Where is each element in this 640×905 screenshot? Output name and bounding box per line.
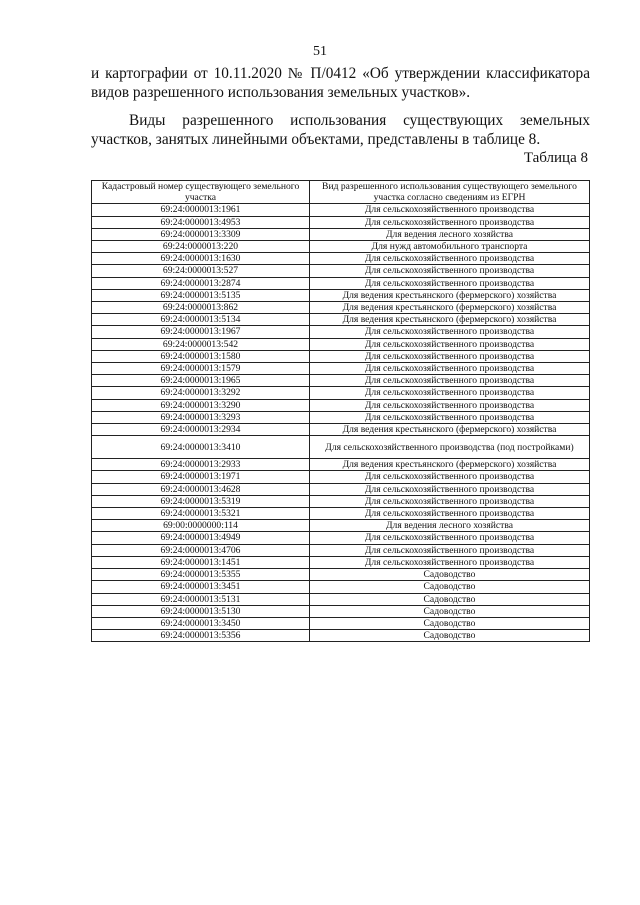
- cadastral-number-cell: 69:24:0000013:4949: [92, 532, 310, 544]
- table-row: [92, 289, 590, 301]
- permitted-use-cell: Для ведения крестьянского (фермерского) хозяйства: [310, 314, 590, 326]
- table-row: [92, 605, 590, 617]
- table-row: [92, 593, 590, 605]
- table-row: [92, 338, 590, 350]
- table-row: [92, 411, 590, 423]
- permitted-use-cell: Для ведения лесного хозяйства: [310, 228, 590, 240]
- cadastral-number-cell: 69:24:0000013:3293: [92, 411, 310, 423]
- permitted-use-cell: Для сельскохозяйственного производства: [310, 411, 590, 423]
- cadastral-number-cell: 69:24:0000013:220: [92, 241, 310, 253]
- cadastral-number-cell: 69:24:0000013:5134: [92, 314, 310, 326]
- permitted-use-cell: Для сельскохозяйственного производства: [310, 399, 590, 411]
- cadastral-number-cell: 69:24:0000013:5131: [92, 593, 310, 605]
- cadastral-number-cell: 69:24:0000013:1965: [92, 375, 310, 387]
- cadastral-number-cell: 69:24:0000013:542: [92, 338, 310, 350]
- table-row: [92, 459, 590, 471]
- cadastral-number-cell: 69:24:0000013:1579: [92, 363, 310, 375]
- permitted-use-cell: Для ведения крестьянского (фермерского) хозяйства: [310, 459, 590, 471]
- permitted-use-cell: Для ведения крестьянского (фермерского) хозяйства: [310, 302, 590, 314]
- permitted-use-cell: Для сельскохозяйственного производства: [310, 483, 590, 495]
- table-row: [92, 483, 590, 495]
- table-row: [92, 520, 590, 532]
- cadastral-number-cell: 69:24:0000013:3309: [92, 228, 310, 240]
- cadastral-number-cell: 69:24:0000013:5319: [92, 495, 310, 507]
- table-caption: Таблица 8: [523, 150, 588, 166]
- cadastral-number-cell: 69:24:0000013:1971: [92, 471, 310, 483]
- table-row: [92, 253, 590, 265]
- cadastral-number-cell: 69:24:0000013:1451: [92, 556, 310, 568]
- table-row: [92, 556, 590, 568]
- permitted-use-cell: Садоводство: [310, 569, 590, 581]
- permitted-use-cell: Для сельскохозяйственного производства: [310, 556, 590, 568]
- table-row: [92, 375, 590, 387]
- permitted-use-cell: Садоводство: [310, 617, 590, 629]
- table-row: [92, 630, 590, 642]
- permitted-use-cell: Для сельскохозяйственного производства: [310, 508, 590, 520]
- table-row: [92, 387, 590, 399]
- table-row: [92, 508, 590, 520]
- table-row: [92, 326, 590, 338]
- header-permitted-use: Вид разрешенного использования существующего земельного участка согласно сведениям из ЕГРН: [310, 181, 590, 204]
- cadastral-number-cell: 69:24:0000013:5135: [92, 289, 310, 301]
- permitted-use-cell: Для ведения лесного хозяйства: [310, 520, 590, 532]
- permitted-use-cell: Для сельскохозяйственного производства: [310, 495, 590, 507]
- table-row: [92, 265, 590, 277]
- permitted-use-cell: Для сельскохозяйственного производства: [310, 544, 590, 556]
- permitted-use-cell: Садоводство: [310, 630, 590, 642]
- permitted-use-cell: Для сельскохозяйственного производства: [310, 375, 590, 387]
- table-row: [92, 216, 590, 228]
- permitted-use-cell: Для сельскохозяйственного производства: [310, 387, 590, 399]
- permitted-use-cell: Для сельскохозяйственного производства: [310, 265, 590, 277]
- permitted-use-cell: Для сельскохозяйственного производства: [310, 253, 590, 265]
- cadastral-number-cell: 69:24:0000013:4706: [92, 544, 310, 556]
- permitted-use-cell: Для ведения крестьянского (фермерского) хозяйства: [310, 289, 590, 301]
- table-row: [92, 471, 590, 483]
- table-row: [92, 350, 590, 362]
- table-row: [92, 495, 590, 507]
- cadastral-number-cell: 69:24:0000013:1580: [92, 350, 310, 362]
- table-row: [92, 581, 590, 593]
- permitted-use-cell: Садоводство: [310, 605, 590, 617]
- table-row: [92, 363, 590, 375]
- permitted-use-cell: Для сельскохозяйственного производства: [310, 204, 590, 216]
- cadastral-number-cell: 69:24:0000013:3450: [92, 617, 310, 629]
- cadastral-number-cell: 69:24:0000013:5356: [92, 630, 310, 642]
- permitted-use-cell: Для ведения крестьянского (фермерского) хозяйства: [310, 424, 590, 436]
- cadastral-number-cell: 69:24:0000013:5355: [92, 569, 310, 581]
- cadastral-number-cell: 69:24:0000013:1630: [92, 253, 310, 265]
- cadastral-number-cell: 69:24:0000013:527: [92, 265, 310, 277]
- permitted-use-cell: Садоводство: [310, 593, 590, 605]
- permitted-use-cell: Для сельскохозяйственного производства: [310, 338, 590, 350]
- table-row: [92, 241, 590, 253]
- permitted-use-cell: Для сельскохозяйственного производства: [310, 532, 590, 544]
- permitted-use-cell: Для сельскохозяйственного производства: [310, 350, 590, 362]
- table-body: [92, 204, 590, 642]
- permitted-use-cell: Садоводство: [310, 581, 590, 593]
- permitted-use-cell: Для сельскохозяйственного производства: [310, 277, 590, 289]
- cadastral-number-cell: 69:24:0000013:3451: [92, 581, 310, 593]
- table-row: [92, 204, 590, 216]
- table-row: [92, 314, 590, 326]
- cadastral-number-cell: 69:24:0000013:3410: [92, 436, 310, 459]
- table-row: [92, 228, 590, 240]
- cadastral-number-cell: 69:24:0000013:3290: [92, 399, 310, 411]
- paragraph-table-intro: Виды разрешенного использования существующих земельных участков, занятых линейными объектами, представлены в таблице 8.: [91, 112, 590, 148]
- permitted-use-cell: Для нужд автомобильного транспорта: [310, 241, 590, 253]
- table-header-row: [92, 181, 590, 204]
- table-row: [92, 532, 590, 544]
- table-row: [92, 617, 590, 629]
- cadastral-number-cell: 69:24:0000013:1967: [92, 326, 310, 338]
- cadastral-number-cell: 69:24:0000013:4628: [92, 483, 310, 495]
- permitted-use-cell: Для сельскохозяйственного производства: [310, 471, 590, 483]
- table-row: [92, 544, 590, 556]
- table-row: [92, 399, 590, 411]
- permitted-use-cell: Для сельскохозяйственного производства (под постройками): [310, 436, 590, 459]
- page-number: 51: [313, 44, 327, 59]
- table-row: [92, 424, 590, 436]
- cadastral-number-cell: 69:00:0000000:114: [92, 520, 310, 532]
- table-row: [92, 436, 590, 459]
- cadastral-number-cell: 69:24:0000013:2933: [92, 459, 310, 471]
- land-use-table: [91, 180, 590, 642]
- cadastral-number-cell: 69:24:0000013:5321: [92, 508, 310, 520]
- paragraph-classifier-reference: и картографии от 10.11.2020 № П/0412 «Об утверждении классификатора видов разрешенного использования земельных участков».: [91, 65, 590, 101]
- cadastral-number-cell: 69:24:0000013:4953: [92, 216, 310, 228]
- cadastral-number-cell: 69:24:0000013:5130: [92, 605, 310, 617]
- table-row: [92, 569, 590, 581]
- cadastral-number-cell: 69:24:0000013:862: [92, 302, 310, 314]
- cadastral-number-cell: 69:24:0000013:2874: [92, 277, 310, 289]
- permitted-use-cell: Для сельскохозяйственного производства: [310, 326, 590, 338]
- cadastral-number-cell: 69:24:0000013:2934: [92, 424, 310, 436]
- cadastral-number-cell: 69:24:0000013:3292: [92, 387, 310, 399]
- permitted-use-cell: Для сельскохозяйственного производства: [310, 216, 590, 228]
- cadastral-number-cell: 69:24:0000013:1961: [92, 204, 310, 216]
- table-row: [92, 277, 590, 289]
- header-cadastral-number: Кадастровый номер существующего земельного участка: [92, 181, 310, 204]
- table-row: [92, 302, 590, 314]
- permitted-use-cell: Для сельскохозяйственного производства: [310, 363, 590, 375]
